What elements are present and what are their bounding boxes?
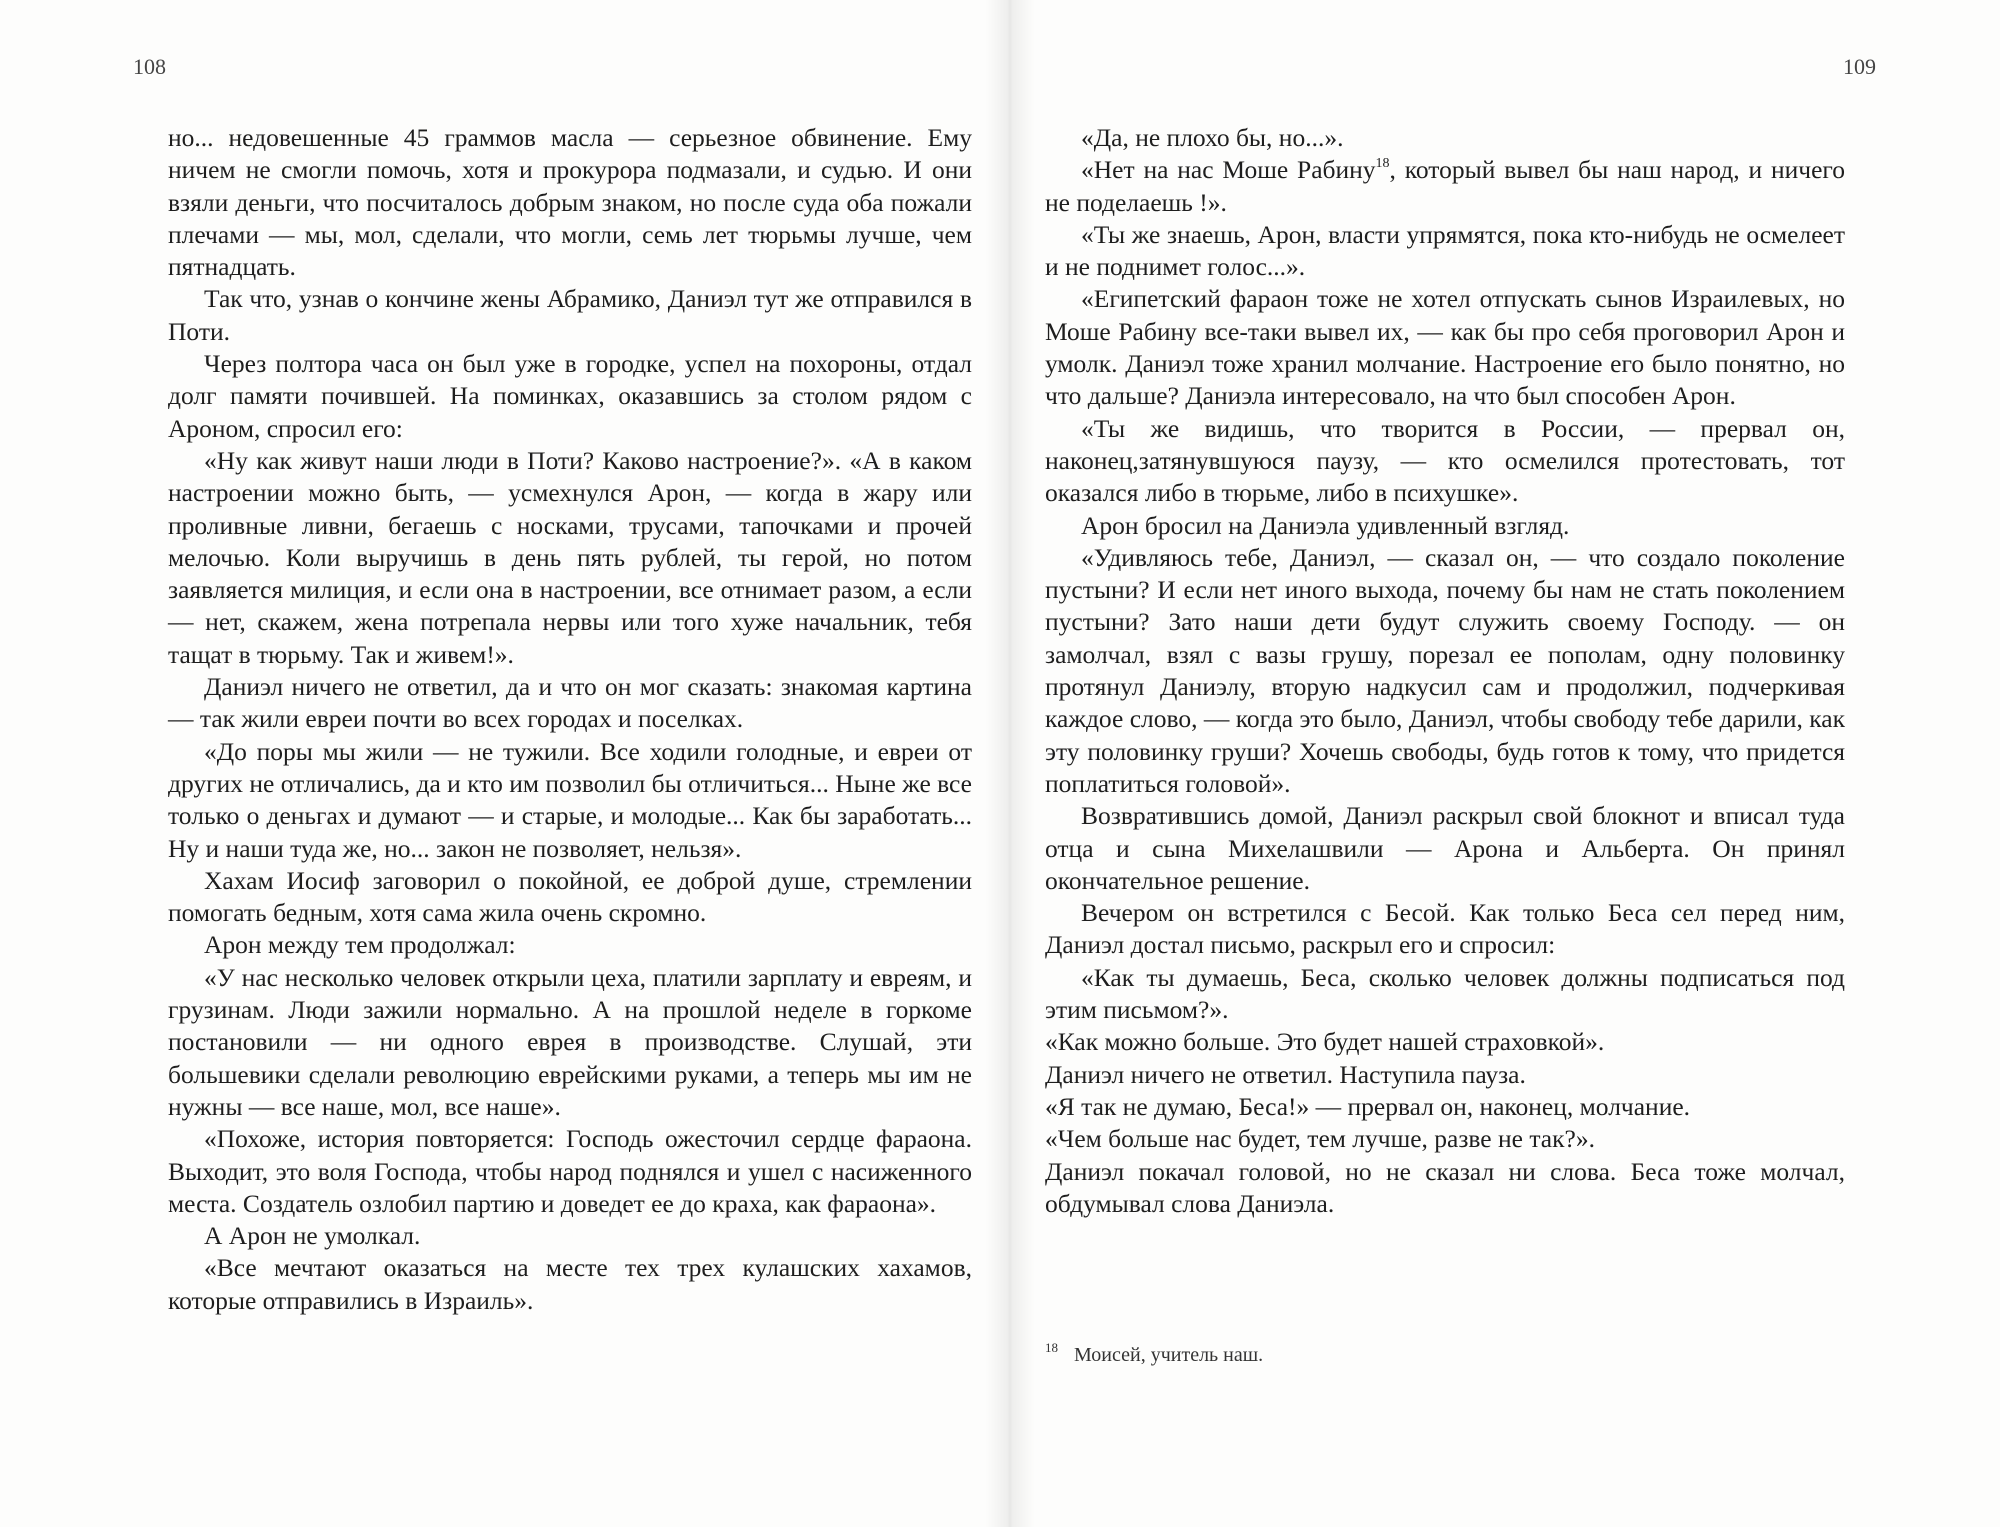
- paragraph: Возвратившись домой, Даниэл раскрыл свой блокнот и вписал туда отца и сына Михелашвили — Арона и Альберта. Он принял окончательное решение.: [1045, 801, 1845, 895]
- paragraph-text: , который вывел бы наш народ, и ничего не поделаешь !».: [1045, 155, 1845, 217]
- paragraph: Даниэл ничего не ответил, да и что он мог сказать: знакомая картина — так жили евреи почти во всех городах и поселках.: [168, 672, 972, 734]
- paragraph: Через полтора часа он был уже в городке, успел на похороны, отдал долг памяти почившей. На поминках, оказавшись за столом рядом с Ароном, спросил его:: [168, 349, 972, 443]
- book-gutter: [985, 0, 1035, 1527]
- paragraph: «Да, не плохо бы, но...».: [1081, 123, 1344, 152]
- footnote-number: 18: [1045, 1340, 1058, 1355]
- paragraph: «Египетский фараон тоже не хотел отпускать сынов Израилевых, но Моше Рабину все-таки вывел их, — как бы про себя проговорил Арон и умолк. Даниэл тоже хранил молчание. Настроение его было понятно, но что дальше? Даниэла интересовало, на что был способен Арон.: [1045, 284, 1845, 411]
- paragraph: «Ты же видишь, что творится в России, — прервал он, наконец,затянувшуюся паузу, — кто осмелился протестовать, тот оказался либо в тюрьме, либо в психушке».: [1045, 413, 1845, 508]
- paragraph: «Удивляюсь тебе, Даниэл, — сказал он, — что создало поколение пустыни? И если нет иного выхода, почему бы нам не стать поколением пустыни? Зато наши дети будут служить своему Господу. — он замолчал, взял с вазы грушу, порезал ее пополам, одну половинку протянул Даниэлу, вторую надкусил сам и продолжил, подчеркивая каждое слово, — когда это было, Даниэл, чтобы свободу тебе дарили, как эту половинку груши? Хочешь свободы, будь готов к тому, что придется поплатиться головой».: [1045, 542, 1845, 798]
- paragraph: «Ну как живут наши люди в Поти? Каково настроение?». «А в каком настроении можно быть, — усмехнулся Арон, — когда в жару или проливные ливни, бегаешь с носками, трусами, тапочками и прочей мелочью. Коли выручишь в день пять рублей, ты герой, но потом заявляется милиция, и если она в настроении, все отнимает разом, а если — нет, скажем, жена потрепала нервы или того хуже начальник, тебя тащат в тюрьму. Так и живем!».: [168, 445, 972, 669]
- paragraph: Арон бросил на Даниэла удивленный взгляд.: [1081, 510, 1570, 540]
- paragraph: «Как можно больше. Это будет нашей страховкой».: [1045, 1027, 1605, 1057]
- paragraph: Даниэл ничего не ответил. Наступила пауза.: [1045, 1059, 1526, 1089]
- paragraph: «Чем больше нас будет, тем лучше, разве не так?».: [1045, 1124, 1595, 1154]
- paragraph: Хахам Иосиф заговорил о покойной, ее доброй душе, стремлении помогать бедным, хотя сама жила очень скромно.: [168, 865, 972, 928]
- paragraph: «До поры мы жили — не тужили. Все ходили голодные, и евреи от других не отличались, да и кто им позволил бы отличиться... Ныне же все только о деньгах и думают — и старые, и молодые... Как бы заработать... Ну и наши туда же, но... закон не позволяет, нельзя».: [168, 736, 972, 863]
- paragraph: Даниэл покачал головой, но не сказал ни слова. Беса тоже молчал, обдумывал слова Даниэла.: [1045, 1156, 1845, 1218]
- paragraph: «Похоже, история повторяется: Господь ожесточил сердце фараона. Выходит, это воля Господа, чтобы народ поднялся и ушел с насиженного места. Создатель озлобил партию и доведет ее до краха, как фараона».: [168, 1124, 972, 1218]
- right-page-number: 109: [1843, 54, 1876, 79]
- paragraph: Вечером он встретился с Бесой. Как только Беса сел перед ним, Даниэл достал письмо, раскрыл его и спросил:: [1045, 898, 1845, 960]
- footnote: [1045, 1335, 1845, 1368]
- left-page-number: 108: [133, 54, 166, 79]
- paragraph: «Все мечтают оказаться на месте тех трех кулашских хахамов, которые отправились в Израиль».: [168, 1253, 972, 1315]
- paragraph: Так что, узнав о кончине жены Абрамико, Даниэл тут же отправился в Поти.: [168, 284, 972, 346]
- paragraph: «У нас несколько человек открыли цеха, платили зарплату и евреям, и грузинам. Люди зажили нормально. А на прошлой неделе в горкоме постановили — ни одного еврея в производстве. Слушай, эти большевики сделали революцию еврейскими руками, а теперь мы им не нужны — все наше, мол, все наше».: [168, 962, 972, 1121]
- paragraph-text: «Нет на нас Моше Рабину: [1081, 155, 1376, 185]
- paragraph: «Ты же знаешь, Арон, власти упрямятся, пока кто-нибудь не осмелеет и не поднимет голос...».: [1045, 219, 1845, 282]
- right-page-text: [1045, 122, 1845, 1220]
- paragraph: Арон между тем продолжал:: [204, 930, 516, 960]
- paragraph: А Арон не умолкал.: [204, 1221, 421, 1251]
- footnote-reference: 18: [1375, 156, 1390, 172]
- paragraph-with-footnote: [1045, 154, 1845, 219]
- paragraph: «Я так не думаю, Беса!» — прервал он, наконец, молчание.: [1045, 1091, 1691, 1121]
- paragraph: но... недовешенные 45 граммов масла — серьезное обвинение. Ему ничем не смогли помочь, хотя и прокурора подмазали, и судью. И они взяли деньги, что посчиталось добрым знаком, но после суда оба пожали плечами — мы, мол, сделали, что могли, семь лет тюрьмы лучше, чем пятнадцать.: [168, 123, 972, 282]
- paragraph: «Как ты думаешь, Беса, сколько человек должны подписаться под этим письмом?».: [1045, 962, 1845, 1025]
- left-page-text: [168, 122, 972, 1317]
- footnote-text: Моисей, учитель наш.: [1074, 1344, 1264, 1366]
